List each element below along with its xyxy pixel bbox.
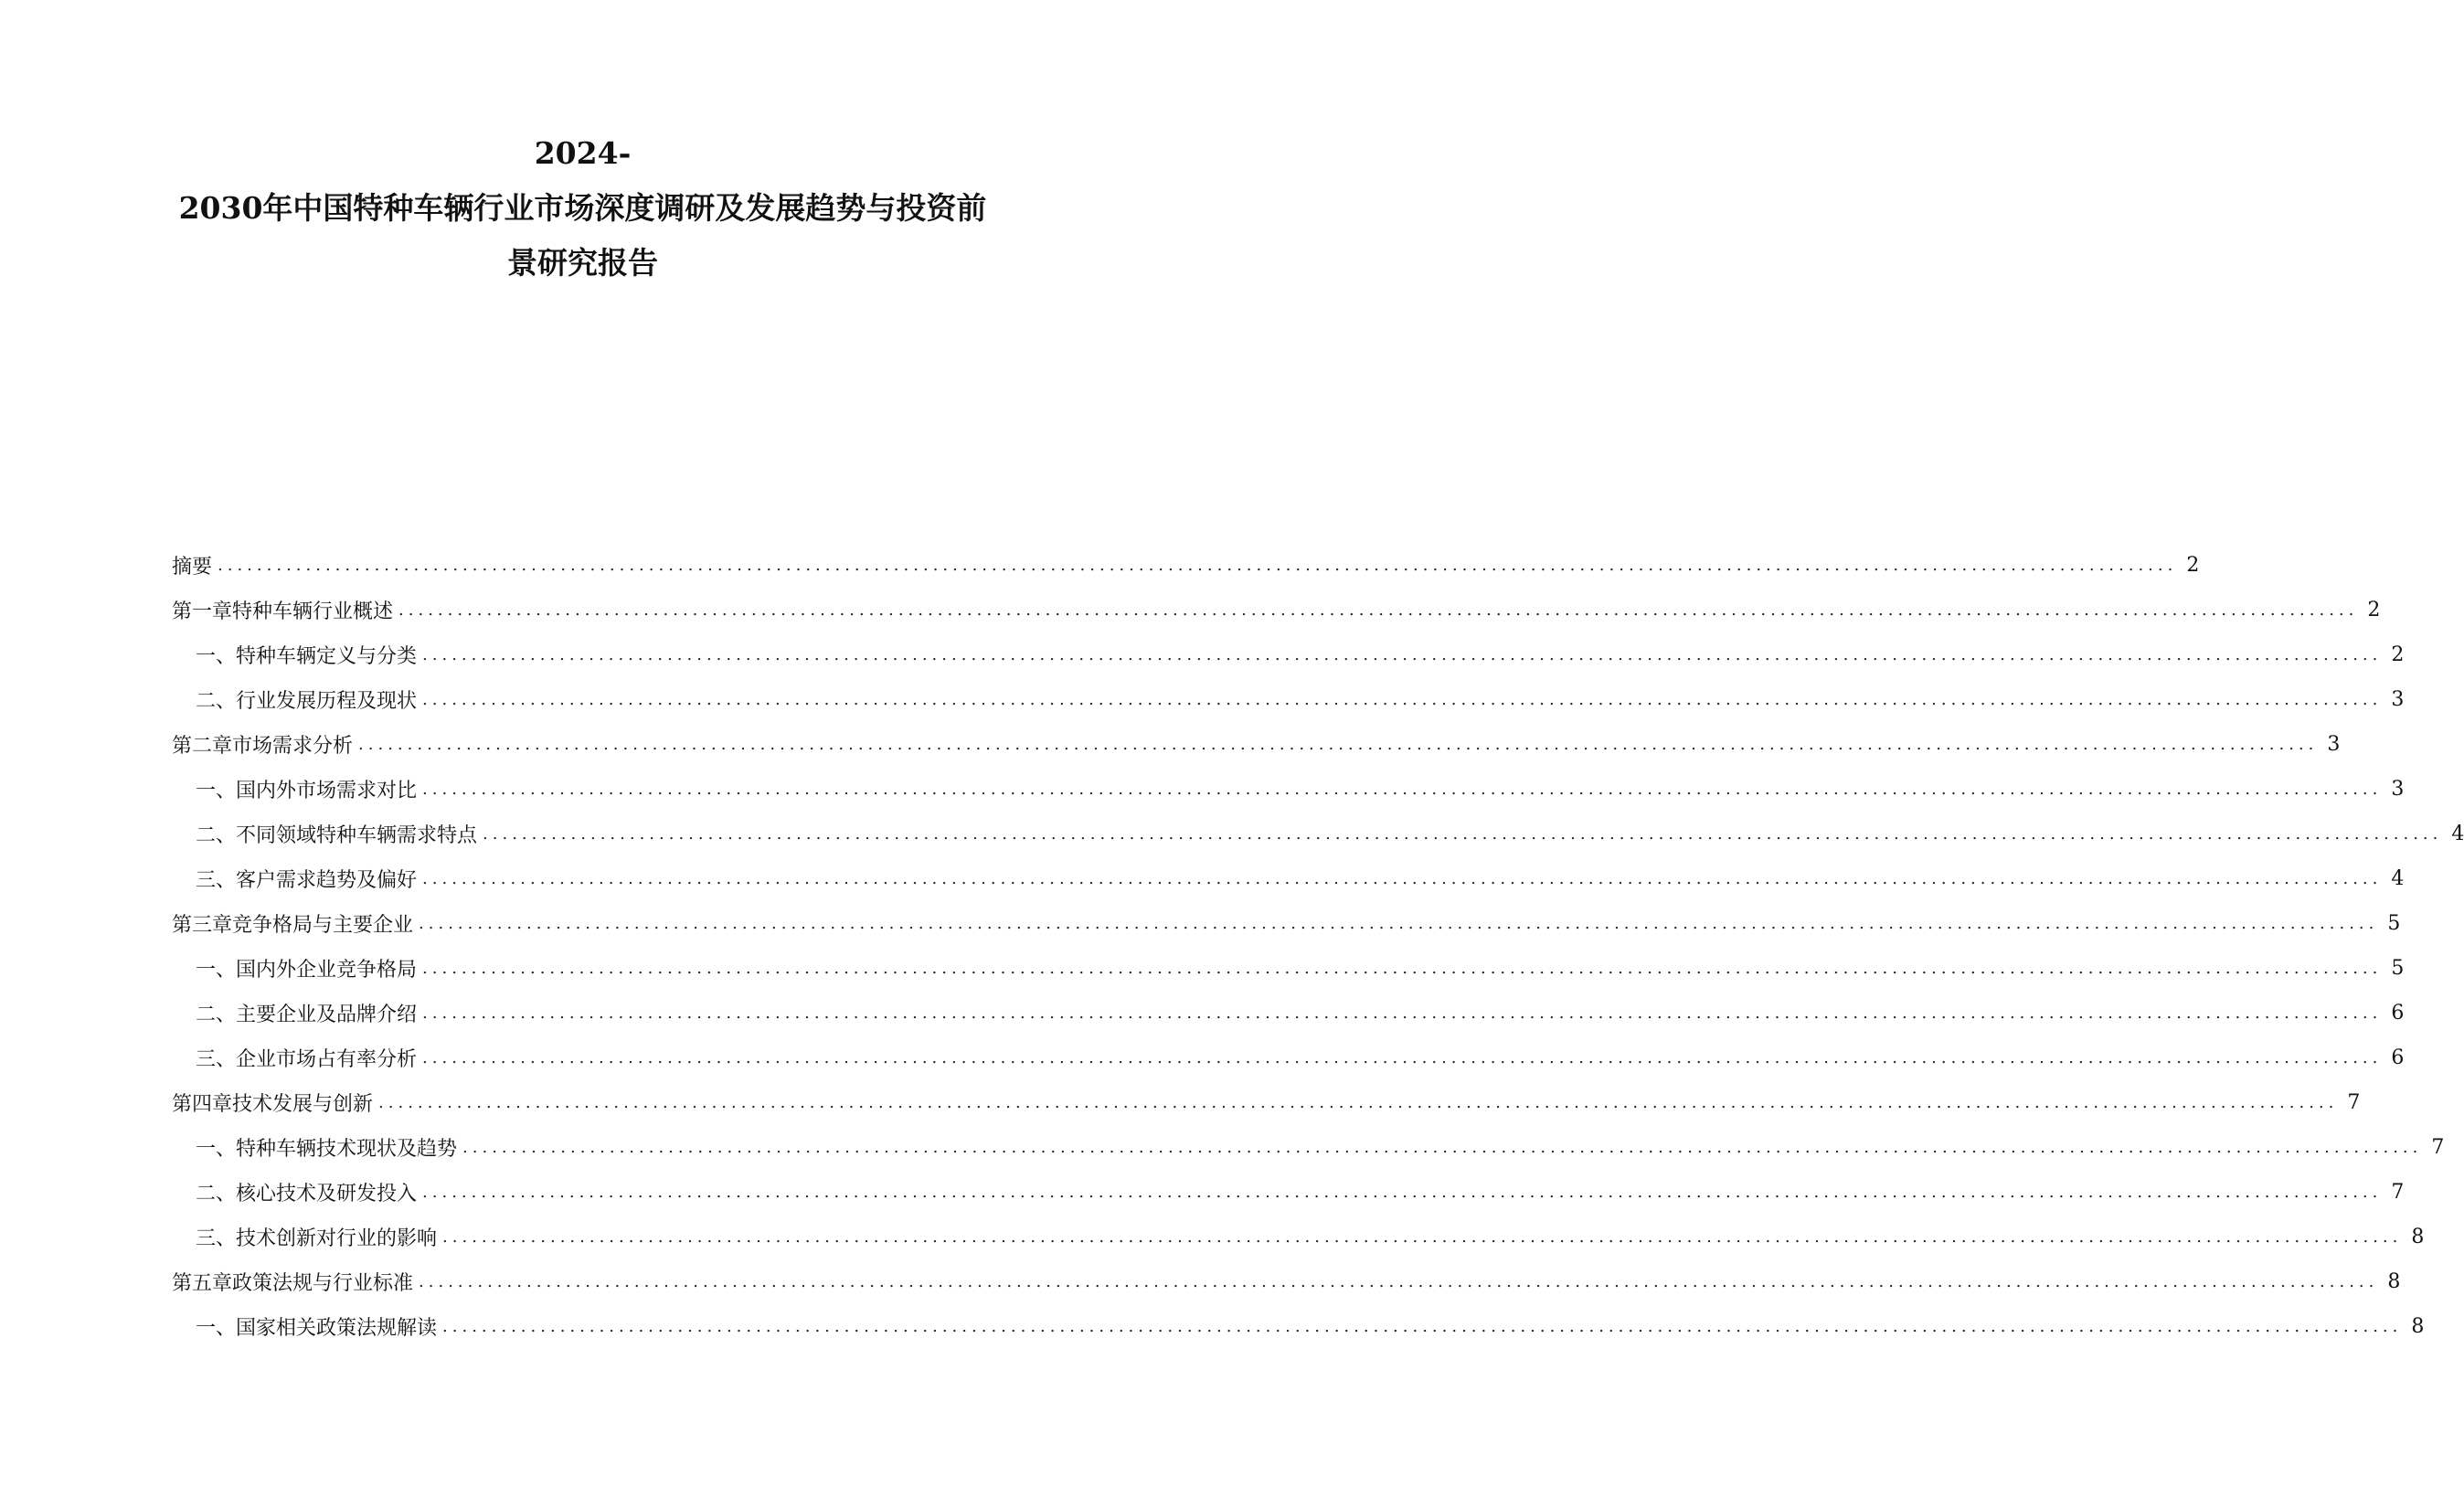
toc-entry-label: 主要企业及品牌介绍 <box>236 1004 418 1026</box>
toc-entry[interactable] <box>172 543 2200 588</box>
toc-entry-label: 技术发展与创新 <box>232 1093 374 1116</box>
toc-dot-leader: ........................................................................................................................................................................................................ <box>218 555 2178 575</box>
toc-page-number: 5 <box>2387 912 2401 935</box>
toc-entry[interactable] <box>172 1170 2405 1215</box>
toc-entry[interactable] <box>172 901 2401 946</box>
toc-entry[interactable] <box>172 632 2405 677</box>
toc-entry[interactable] <box>172 1125 2445 1170</box>
toc-entry-number: 第二章 <box>172 735 233 758</box>
toc-entry[interactable] <box>172 1259 2401 1304</box>
toc-entry[interactable] <box>172 1080 2361 1125</box>
toc-entry[interactable] <box>172 722 2341 767</box>
toc-entry-number: 第五章 <box>172 1272 233 1295</box>
toc-entry-number: 三、 <box>196 1048 237 1071</box>
toc-page-number: 7 <box>2431 1136 2445 1159</box>
toc-page-number: 8 <box>2411 1226 2425 1248</box>
toc-page-number: 3 <box>2391 778 2405 801</box>
toc-entry-label: 市场需求分析 <box>232 735 354 758</box>
toc-dot-leader: ........................................................................................................................................................................................................ <box>358 734 2319 754</box>
toc-page-number: 6 <box>2391 1002 2405 1025</box>
toc-dot-leader: ........................................................................................................................................................................................................ <box>419 913 2379 933</box>
toc-dot-leader: ........................................................................................................................................................................................................ <box>422 1182 2383 1202</box>
toc-entry-label: 特种车辆行业概述 <box>232 600 394 623</box>
toc-dot-leader: ........................................................................................................................................................................................................ <box>422 779 2383 799</box>
toc-entry[interactable] <box>172 1035 2405 1080</box>
toc-dot-leader: ........................................................................................................................................................................................................ <box>422 958 2383 978</box>
toc-dot-leader: ........................................................................................................................................................................................................ <box>422 1003 2383 1023</box>
title-line-1: 2024- <box>534 135 632 171</box>
toc-dot-leader: ........................................................................................................................................................................................................ <box>422 644 2383 664</box>
toc-entry-label: 技术创新对行业的影响 <box>236 1227 438 1250</box>
toc-entry-label: 客户需求趋势及偏好 <box>236 869 418 892</box>
toc-entry-number: 二、 <box>196 1004 237 1026</box>
toc-entry-label: 特种车辆技术现状及趋势 <box>236 1138 458 1161</box>
toc-entry-number: 第三章 <box>172 914 233 937</box>
toc-entry-number: 三、 <box>196 1227 237 1250</box>
toc-entry-number: 第一章 <box>172 600 233 623</box>
toc-entry[interactable] <box>172 991 2405 1035</box>
toc-entry-label: 国家相关政策法规解读 <box>236 1317 438 1340</box>
toc-dot-leader: ........................................................................................................................................................................................................ <box>378 1092 2339 1112</box>
report-title <box>137 126 1028 291</box>
toc-dot-leader: ........................................................................................................................................................................................................ <box>442 1227 2403 1247</box>
toc-entry-label: 国内外企业竞争格局 <box>236 959 418 982</box>
toc-entry-number: 一、 <box>196 959 237 982</box>
toc-entry-label: 企业市场占有率分析 <box>236 1048 418 1071</box>
toc-page-number: 8 <box>2411 1315 2425 1338</box>
toc-entry-label: 竞争格局与主要企业 <box>232 914 414 937</box>
toc-entry-label: 行业发展历程及现状 <box>236 690 418 713</box>
toc-entry-number: 一、 <box>196 1317 237 1340</box>
toc-entry-label: 核心技术及研发投入 <box>236 1183 418 1205</box>
toc-entry[interactable] <box>172 946 2405 991</box>
toc-dot-leader: ........................................................................................................................................................................................................ <box>398 600 2359 620</box>
toc-dot-leader: ........................................................................................................................................................................................................ <box>483 823 2443 844</box>
toc-entry[interactable] <box>172 1304 2425 1349</box>
toc-entry-number: 一、 <box>196 645 237 668</box>
toc-entry-label: 摘要 <box>172 556 213 579</box>
toc-entry-number: 第四章 <box>172 1093 233 1116</box>
toc-page-number: 3 <box>2327 733 2341 756</box>
toc-entry-number: 二、 <box>196 690 237 713</box>
toc-entry-label: 不同领域特种车辆需求特点 <box>236 824 478 847</box>
title-line-3: 景研究报告 <box>507 245 658 281</box>
toc-entry-label: 国内外市场需求对比 <box>236 780 418 802</box>
toc-page-number: 6 <box>2391 1046 2405 1069</box>
toc-page-number: 2 <box>2367 599 2381 621</box>
toc-entry-number: 一、 <box>196 1138 237 1161</box>
toc-page-number: 3 <box>2391 688 2405 711</box>
toc-dot-leader: ........................................................................................................................................................................................................ <box>419 1271 2379 1291</box>
toc-entry[interactable] <box>172 588 2381 632</box>
toc-page-number: 4 <box>2391 867 2405 890</box>
toc-entry-number: 二、 <box>196 824 237 847</box>
toc-entry-number: 一、 <box>196 780 237 802</box>
toc-dot-leader: ........................................................................................................................................................................................................ <box>462 1137 2423 1157</box>
toc-page-number: 5 <box>2391 957 2405 980</box>
toc-page-number: 7 <box>2347 1091 2361 1114</box>
toc-entry[interactable] <box>172 812 2464 856</box>
toc-dot-leader: ........................................................................................................................................................................................................ <box>442 1316 2403 1336</box>
toc-entry-number: 二、 <box>196 1183 237 1205</box>
toc-entry-label: 特种车辆定义与分类 <box>236 645 418 668</box>
toc-dot-leader: ........................................................................................................................................................................................................ <box>422 689 2383 709</box>
toc-dot-leader: ........................................................................................................................................................................................................ <box>422 868 2383 888</box>
toc-entry-label: 政策法规与行业标准 <box>232 1272 414 1295</box>
toc-page-number: 8 <box>2387 1270 2401 1293</box>
toc-page-number: 7 <box>2391 1181 2405 1204</box>
title-line-2: 2030年中国特种车辆行业市场深度调研及发展趋势与投资前 <box>178 190 987 226</box>
toc-page-number: 2 <box>2391 643 2405 666</box>
toc-page-number: 4 <box>2451 823 2464 845</box>
toc-entry[interactable] <box>172 767 2405 812</box>
toc-entry[interactable] <box>172 677 2405 722</box>
toc-entry-number: 三、 <box>196 869 237 892</box>
toc-dot-leader: ........................................................................................................................................................................................................ <box>422 1047 2383 1067</box>
toc-entry[interactable] <box>172 1215 2425 1259</box>
toc-entry[interactable] <box>172 856 2405 901</box>
toc-page-number: 2 <box>2186 554 2200 577</box>
table-of-contents <box>172 543 2464 1349</box>
